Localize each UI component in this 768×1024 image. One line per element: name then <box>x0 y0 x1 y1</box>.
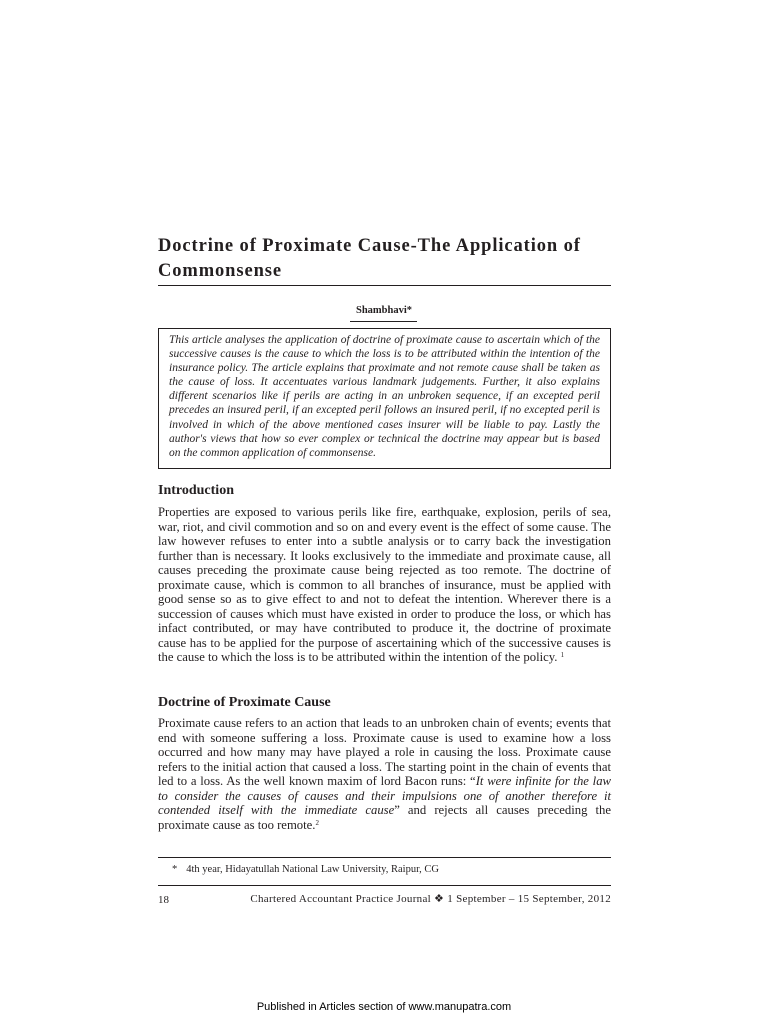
author-underline <box>350 321 417 322</box>
section-heading-doctrine: Doctrine of Proximate Cause <box>158 695 331 710</box>
author-footnote <box>172 863 439 877</box>
introduction-text: Properties are exposed to various perils like fire, earthquake, explosion, perils of sea, war, riot, and civil commotion and so on and every event is the effect of some cause. The law however refuses to enter into a subtle analysis or to carry back the investigation further than is necessary. It looks exclusively to the immediate and proximate cause, all causes preceding the proximate cause being rejected as too remote. The doctrine of proximate cause, which is common to all branches of insurance, must be applied with good sense so as to give effect to and not to defeat the intention. Wherever there is a succession of causes which must have existed in order to produce the loss, or which has infact contributed, or may have contributed to produce it, the doctrine of proximate cause has to be applied for the purpose of ascertaining which of the successive causes is the cause to which the loss is to be attributed within the intention of the policy. <box>158 505 611 665</box>
journal-citation: Chartered Accountant Practice Journal ❖ 1 September – 15 September, 2012 <box>250 893 611 905</box>
doctrine-text-end: ” and rejects all causes preceding the proximate cause as too remote. <box>158 803 611 832</box>
author-name: Shambhavi* <box>355 305 413 316</box>
footnote-mark: * <box>172 864 178 875</box>
footnote-divider <box>158 857 611 858</box>
title-divider <box>158 285 611 286</box>
footer-divider <box>158 885 611 886</box>
footnote-ref-2: 2 <box>315 818 319 827</box>
page-number: 18 <box>158 894 169 906</box>
doctrine-paragraph <box>158 716 611 832</box>
bacon-quote: It were infinite for the law to consider the causes of causes and their impulsions one of another therefore it contended itself with the immediate cause <box>158 774 612 818</box>
doctrine-text: Proximate cause refers to an action that leads to an unbroken chain of events; events that end with someone suffering a loss. Proximate cause is used to examine how a loss occurred and how many may have played a role in causing the loss. Proximate cause refers to the initial action that caused a loss. The starting point in the chain of events that led to a loss. As the well known maxim of lord Bacon runs: “ <box>158 716 611 789</box>
abstract-text: This article analyses the application of doctrine of proximate cause to ascertain which of the successive causes is the cause to which the loss is to be attributed within the intention of the insurance policy. The article explains that proximate and not remote cause shall be taken as the cause of loss. It accentuates various landmark judgements. Further, it also explains different scenarios like if perils are acting in an unbroken sequence, if an excepted peril precedes an insured peril, if an excepted peril follows an insured peril, if no excepted peril is involved in which of the above mentioned cases insurer will be liable to pay. Lastly the author's views that how so ever complex or technical the doctrine may appear but is based on the common application of commonsense. <box>169 334 600 459</box>
abstract-box <box>158 328 611 469</box>
footnote-text: 4th year, Hidayatullah National Law University, Raipur, CG <box>186 864 439 875</box>
section-heading-introduction: Introduction <box>158 483 234 498</box>
introduction-paragraph <box>158 505 611 665</box>
publisher-watermark: Published in Articles section of www.manupatra.com <box>256 1001 512 1013</box>
article-title: Doctrine of Proximate Cause-The Application of Commonsense <box>158 236 581 281</box>
footnote-ref-1: 1 <box>560 651 565 660</box>
